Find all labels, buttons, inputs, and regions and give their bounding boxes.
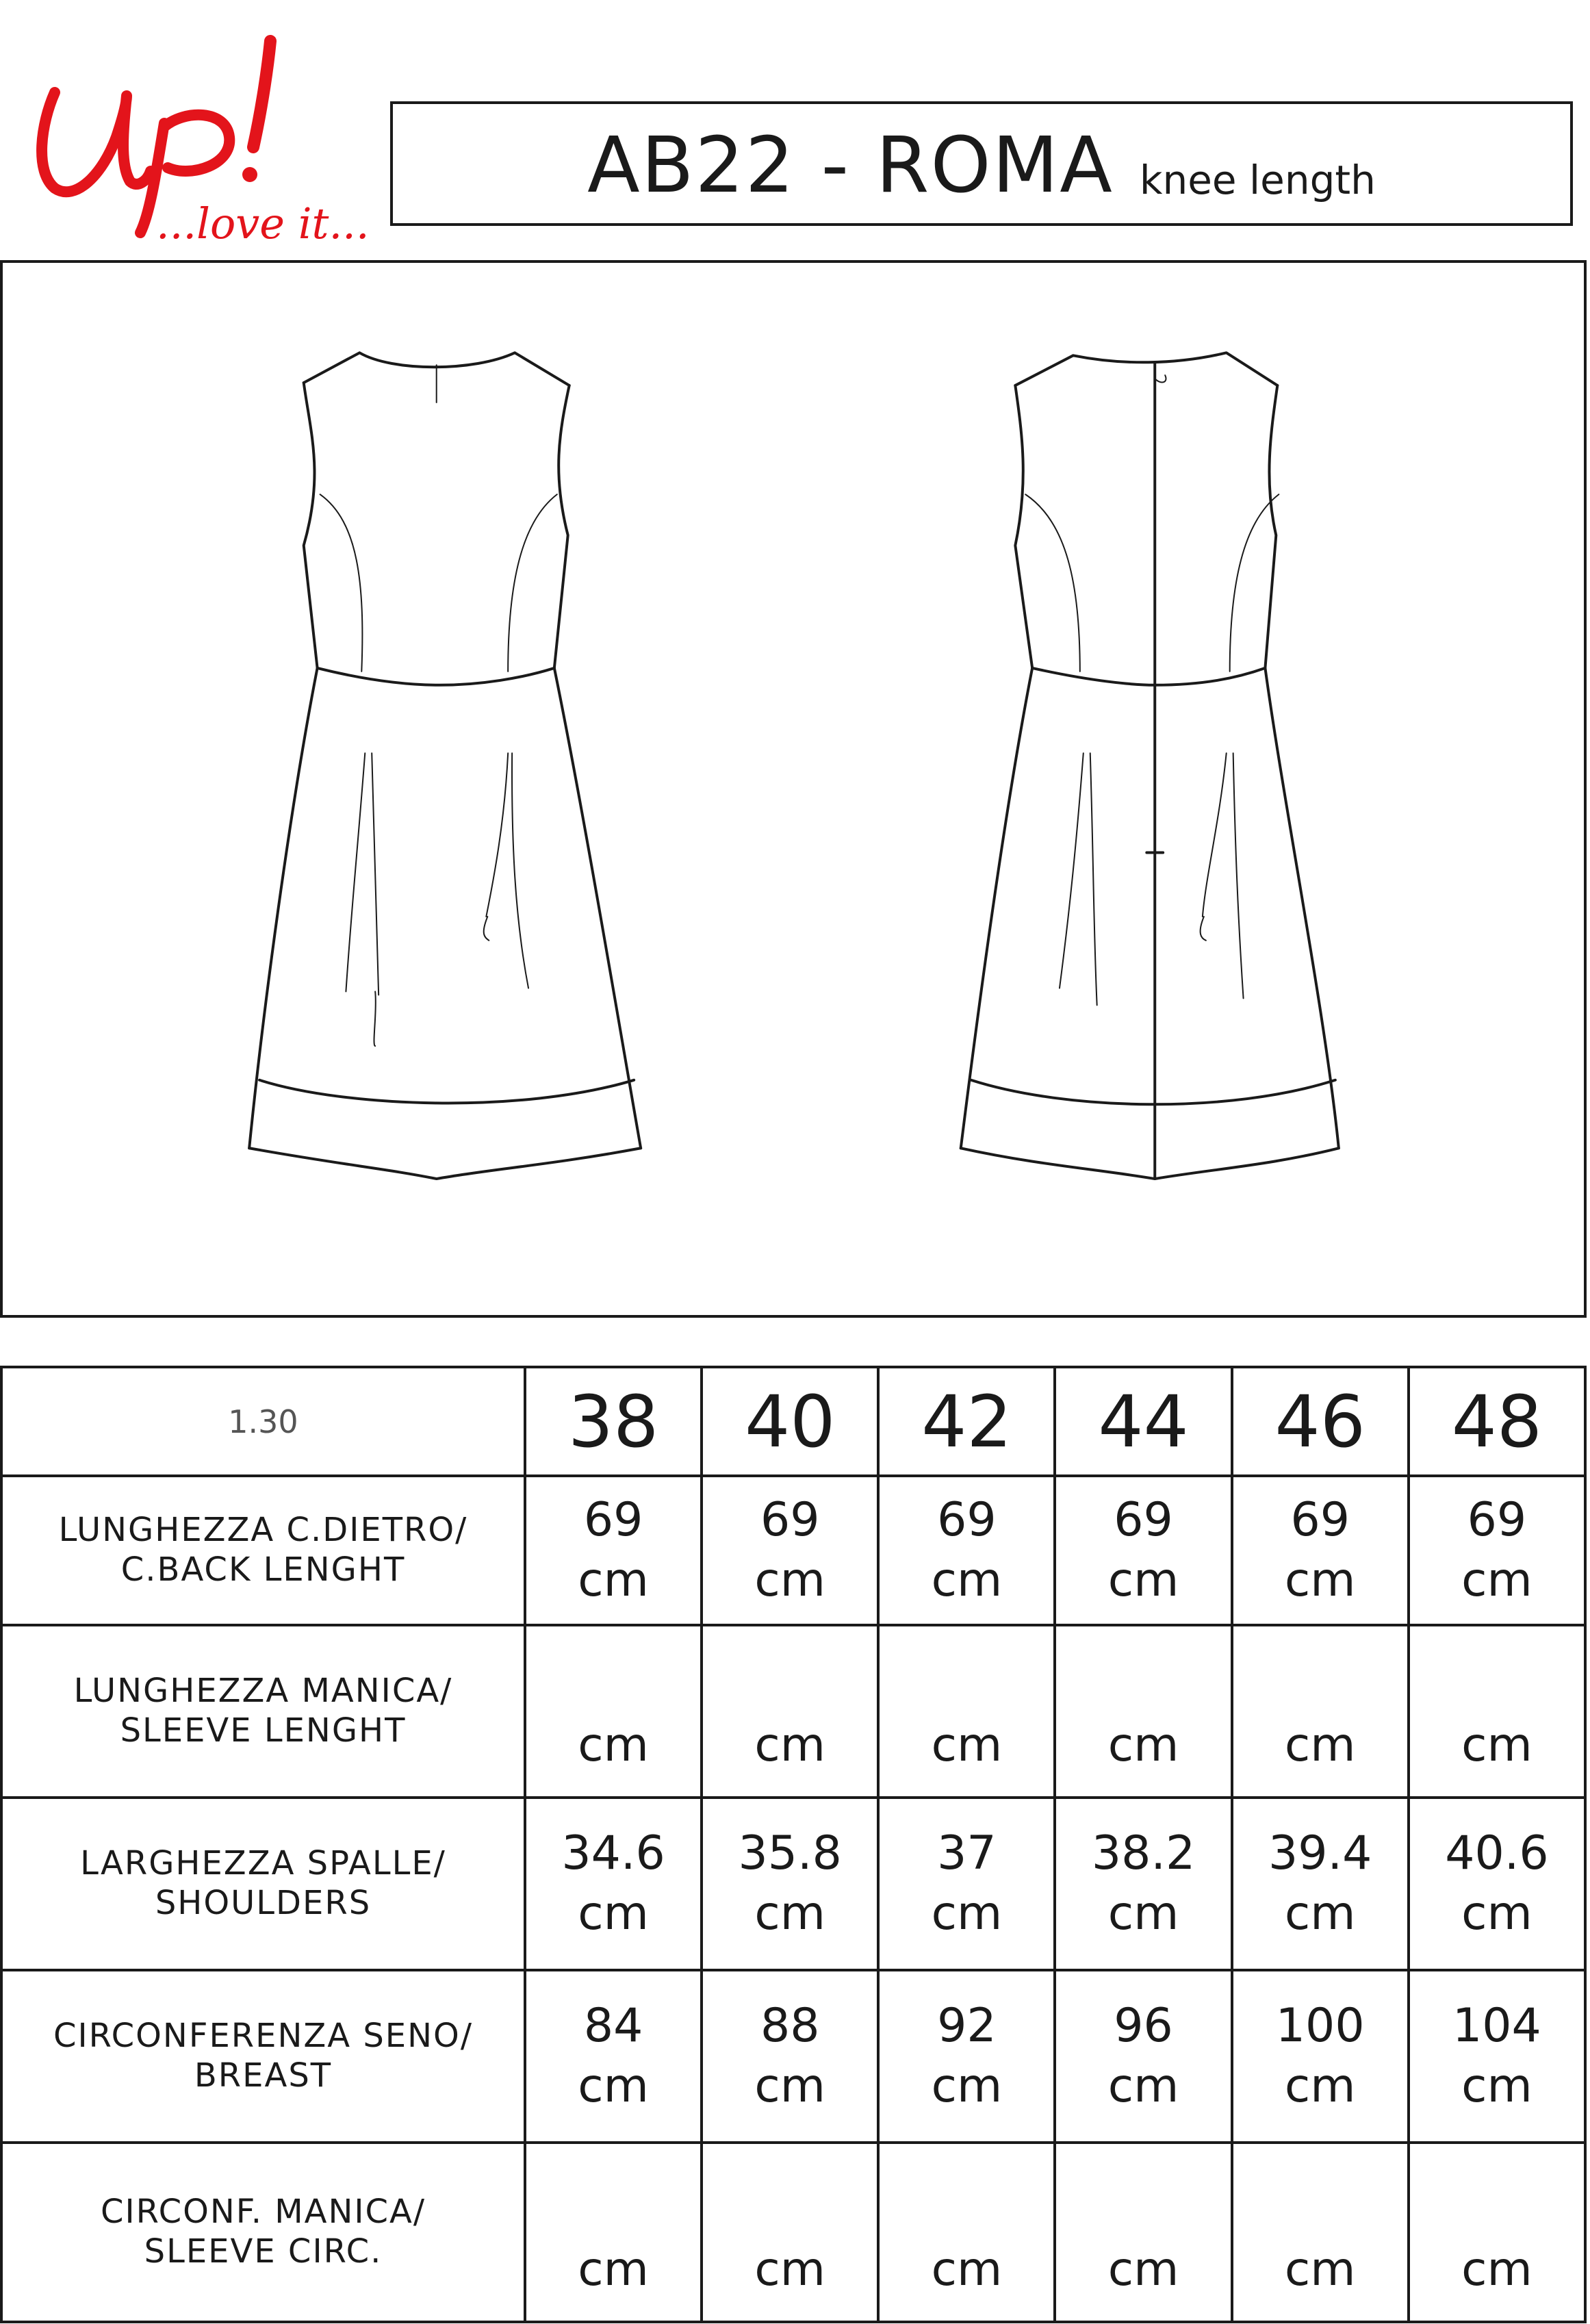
size-header-cell	[702, 1367, 878, 1476]
measurement-unit: cm	[1284, 1887, 1356, 1941]
measurement-value-cell	[702, 1476, 878, 1625]
measurement-label: LUNGHEZZA MANICA/	[73, 1672, 453, 1711]
measurement-value-cell	[1055, 1798, 1231, 1970]
measurement-value-cell	[525, 1625, 702, 1798]
measurement-row	[1, 1625, 1585, 1798]
measurement-label: CIRCONFERENZA SENO/	[53, 2017, 473, 2056]
measurement-unit: cm	[1461, 1887, 1533, 1941]
measurement-value-cell	[702, 1798, 878, 1970]
technical-drawing	[0, 260, 1587, 1318]
measurement-unit: cm	[1461, 2059, 1533, 2113]
size-header-cell	[1232, 1367, 1409, 1476]
measurement-value: 88	[760, 1998, 820, 2053]
measurement-label-cell	[1, 2143, 525, 2322]
measurement-value-cell	[1409, 1476, 1585, 1625]
measurement-value: 69	[1467, 1492, 1527, 1547]
measurement-unit: cm	[1107, 1553, 1179, 1607]
size-header-row	[1, 1367, 1585, 1476]
size-header-cell	[878, 1367, 1055, 1476]
measurement-value-cell	[525, 1798, 702, 1970]
measurement-value-cell	[878, 1970, 1055, 2143]
measurement-row	[1, 1970, 1585, 2143]
measurement-value-cell	[878, 1798, 1055, 1970]
measurement-value: 69	[1290, 1492, 1350, 1547]
measurement-label-cell	[1, 1970, 525, 2143]
measurement-label: CIRCONF. MANICA/	[100, 2193, 426, 2232]
header-code-cell	[1, 1367, 525, 1476]
size-label: 38	[567, 1379, 659, 1464]
measurement-value: 92	[937, 1998, 997, 2053]
measurement-value-cell	[1055, 1476, 1231, 1625]
model-length: knee length	[1139, 157, 1376, 203]
measurement-unit: cm	[931, 1553, 1003, 1607]
measurement-value: 96	[1114, 1998, 1173, 2053]
brand-logo	[27, 27, 370, 248]
measurement-value-cell	[702, 1970, 878, 2143]
measurement-value-cell	[878, 1476, 1055, 1625]
measurement-value: 69	[760, 1492, 820, 1547]
measurement-value-cell	[1232, 1625, 1409, 1798]
measurement-row	[1, 1798, 1585, 1970]
measurement-unit: cm	[1461, 2242, 1533, 2297]
measurement-value-cell	[702, 2143, 878, 2322]
measurement-value: 35.8	[738, 1826, 842, 1880]
measurement-label-translation: SLEEVE CIRC.	[144, 2232, 383, 2271]
size-label: 48	[1451, 1379, 1543, 1464]
measurement-value-cell	[1409, 1798, 1585, 1970]
measurement-unit: cm	[931, 1887, 1003, 1941]
measurement-unit: cm	[578, 1553, 649, 1607]
size-label: 46	[1274, 1379, 1365, 1464]
measurement-value-cell	[1055, 1625, 1231, 1798]
size-label: 42	[921, 1379, 1012, 1464]
measurement-unit: cm	[754, 1887, 826, 1941]
measurement-unit: cm	[578, 2059, 649, 2113]
measurement-row	[1, 1476, 1585, 1625]
title-box	[390, 101, 1573, 226]
measurement-label-translation: BREAST	[194, 2056, 333, 2095]
measurement-unit: cm	[931, 2242, 1003, 2297]
measurement-label: LUNGHEZZA C.DIETRO/	[58, 1511, 468, 1550]
measurement-value-cell	[1232, 2143, 1409, 2322]
size-header-cell	[1409, 1367, 1585, 1476]
measurement-unit: cm	[931, 2059, 1003, 2113]
size-label: 40	[745, 1379, 836, 1464]
measurement-value: 69	[937, 1492, 997, 1547]
measurement-value: 104	[1452, 1998, 1541, 2053]
measurement-value-cell	[1409, 1970, 1585, 2143]
measurement-value-cell	[1055, 2143, 1231, 2322]
dress-front-view	[249, 353, 641, 1179]
measurement-unit: cm	[1461, 1718, 1533, 1772]
measurement-unit: cm	[1284, 1553, 1356, 1607]
measurement-label-cell	[1, 1476, 525, 1625]
size-chart-table	[0, 1366, 1587, 2323]
size-header-cell	[1055, 1367, 1231, 1476]
measurement-unit: cm	[1107, 2242, 1179, 2297]
measurement-label-cell	[1, 1798, 525, 1970]
size-header-cell	[525, 1367, 702, 1476]
measurement-unit: cm	[1107, 1887, 1179, 1941]
measurement-value-cell	[1409, 2143, 1585, 2322]
measurement-row	[1, 2143, 1585, 2322]
measurement-value-cell	[525, 1970, 702, 2143]
measurement-value-cell	[878, 1625, 1055, 1798]
measurement-value-cell	[878, 2143, 1055, 2322]
measurement-value-cell	[1232, 1798, 1409, 1970]
measurement-value: 84	[583, 1998, 643, 2053]
size-label: 44	[1098, 1379, 1189, 1464]
measurement-label-translation: SLEEVE LENGHT	[120, 1711, 407, 1750]
measurement-value-cell	[1232, 1970, 1409, 2143]
measurement-unit: cm	[754, 2059, 826, 2113]
measurement-unit: cm	[754, 1718, 826, 1772]
measurement-unit: cm	[931, 1718, 1003, 1772]
dress-sketch	[3, 263, 1584, 1315]
measurement-value: 38.2	[1091, 1826, 1196, 1880]
measurement-value: 69	[1114, 1492, 1173, 1547]
measurement-unit: cm	[1461, 1553, 1533, 1607]
measurement-unit: cm	[578, 1887, 649, 1941]
measurement-unit: cm	[754, 1553, 826, 1607]
measurement-label-translation: C.BACK LENGHT	[120, 1550, 406, 1589]
measurement-unit: cm	[1284, 1718, 1356, 1772]
measurement-value: 39.4	[1268, 1826, 1372, 1880]
model-title: AB22 - ROMA	[587, 121, 1114, 210]
measurement-value-cell	[1055, 1970, 1231, 2143]
measurement-value: 40.6	[1445, 1826, 1549, 1880]
measurement-value: 100	[1275, 1998, 1365, 2053]
measurement-unit: cm	[578, 2242, 649, 2297]
measurement-unit: cm	[1107, 2059, 1179, 2113]
measurement-value-cell	[525, 1476, 702, 1625]
measurement-value-cell	[1232, 1476, 1409, 1625]
measurement-value-cell	[1409, 1625, 1585, 1798]
measurement-unit: cm	[578, 1718, 649, 1772]
measurement-unit: cm	[1284, 2059, 1356, 2113]
measurement-rows	[1, 1476, 1585, 2322]
measurement-unit: cm	[754, 2242, 826, 2297]
measurement-value: 34.6	[561, 1826, 665, 1880]
dress-back-view	[961, 353, 1339, 1179]
measurement-value: 37	[937, 1826, 997, 1880]
measurement-unit: cm	[1107, 1718, 1179, 1772]
logo-tagline: ...love it...	[156, 199, 370, 248]
measurement-label-cell	[1, 1625, 525, 1798]
measurement-label-translation: SHOULDERS	[155, 1884, 372, 1922]
measurement-unit: cm	[1284, 2242, 1356, 2297]
measurement-value: 69	[583, 1492, 643, 1547]
measurement-value-cell	[525, 2143, 702, 2322]
measurement-value-cell	[702, 1625, 878, 1798]
header-code: 1.30	[228, 1403, 298, 1440]
measurement-label: LARGHEZZA SPALLE/	[80, 1844, 446, 1883]
